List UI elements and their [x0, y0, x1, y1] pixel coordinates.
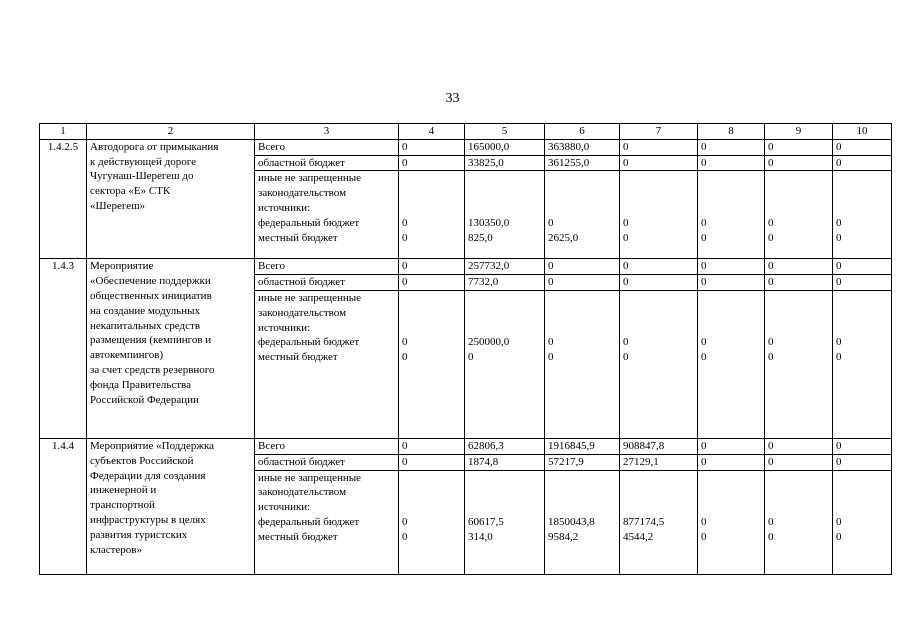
value-cell: 0: [698, 454, 765, 470]
value-cell: 0: [620, 139, 698, 155]
value-line: [836, 201, 888, 216]
item-name-line: «Обеспечение поддержки: [90, 275, 211, 288]
value-line: 0: [623, 216, 629, 229]
table-row: [40, 259, 892, 275]
value-line: [701, 471, 761, 486]
value-line: 0: [836, 231, 842, 244]
value-line: [402, 500, 461, 515]
column-header: 7: [620, 124, 698, 140]
value-cell: [465, 171, 545, 259]
value-line: [402, 201, 461, 216]
item-name-line: сектора «Е» СТК: [90, 185, 171, 198]
value-line: 0: [836, 515, 842, 528]
value-cell: [620, 470, 698, 574]
item-name-line: кластеров»: [90, 543, 142, 556]
other-sources-line: иные не запрещенные: [258, 291, 362, 304]
value-cell: [545, 171, 620, 259]
value-cell: 0: [620, 275, 698, 291]
funding-source-label: Всего: [255, 259, 399, 275]
value-line: [836, 291, 888, 306]
funding-source-label: областной бюджет: [255, 275, 399, 291]
other-sources-line: законодательством: [258, 187, 347, 200]
value-line: [701, 291, 761, 306]
funding-source-label: Всего: [255, 139, 399, 155]
value-line: 0: [768, 216, 774, 229]
value-line: 130350,0: [468, 216, 510, 229]
value-line: 0: [701, 351, 707, 364]
value-line: [623, 201, 694, 216]
value-cell: 33825,0: [465, 155, 545, 171]
value-cell: 0: [833, 155, 892, 171]
value-cell: 361255,0: [545, 155, 620, 171]
value-line: [468, 291, 541, 306]
column-header: 6: [545, 124, 620, 140]
value-line: [836, 306, 888, 321]
column-header: 4: [399, 124, 465, 140]
item-name-line: некапитальных средств: [90, 319, 201, 332]
value-line: [402, 291, 461, 306]
value-line: 0: [623, 336, 629, 349]
value-line: 0: [768, 351, 774, 364]
value-line: [468, 485, 541, 500]
value-line: 0: [623, 231, 629, 244]
value-line: 0: [402, 336, 408, 349]
value-line: [768, 306, 829, 321]
value-line: [836, 186, 888, 201]
value-cell: 0: [399, 155, 465, 171]
other-sources-line: местный бюджет: [258, 351, 338, 364]
value-line: [836, 485, 888, 500]
value-line: 0: [768, 515, 774, 528]
item-name-line: Чугунаш-Шерегеш до: [90, 170, 194, 183]
value-cell: [620, 290, 698, 438]
value-cell: 0: [399, 259, 465, 275]
value-cell: [698, 470, 765, 574]
other-sources-label: [255, 470, 399, 574]
value-cell: 0: [765, 259, 833, 275]
value-cell: 0: [833, 139, 892, 155]
value-line: 0: [402, 216, 408, 229]
value-line: 0: [701, 515, 707, 528]
value-line: 0: [836, 216, 842, 229]
value-line: [468, 186, 541, 201]
value-cell: 0: [399, 139, 465, 155]
item-number: 1.4.4: [40, 438, 87, 574]
value-line: [402, 186, 461, 201]
other-sources-line: федеральный бюджет: [258, 216, 360, 229]
value-line: 0: [623, 351, 629, 364]
value-line: [836, 321, 888, 336]
budget-table: [39, 123, 892, 575]
column-header: 1: [40, 124, 87, 140]
value-cell: 0: [698, 438, 765, 454]
value-line: [701, 306, 761, 321]
value-line: [468, 321, 541, 336]
value-cell: 7732,0: [465, 275, 545, 291]
item-name-line: субъектов Российской: [90, 454, 194, 467]
value-cell: [833, 290, 892, 438]
value-cell: 0: [698, 275, 765, 291]
value-line: [768, 485, 829, 500]
value-cell: 0: [833, 454, 892, 470]
value-line: [548, 186, 616, 201]
value-cell: 1916845,9: [545, 438, 620, 454]
item-name-line: Автодорога от примыкания: [90, 140, 219, 153]
value-cell: 0: [399, 454, 465, 470]
value-line: [468, 500, 541, 515]
other-sources-line: источники:: [258, 201, 311, 214]
value-line: [548, 471, 616, 486]
value-line: [623, 306, 694, 321]
value-line: 0: [768, 336, 774, 349]
value-line: [548, 291, 616, 306]
other-sources-line: федеральный бюджет: [258, 515, 360, 528]
value-cell: [399, 290, 465, 438]
value-cell: 0: [833, 438, 892, 454]
value-line: [468, 471, 541, 486]
value-line: 0: [468, 351, 474, 364]
value-line: 9584,2: [548, 530, 579, 543]
value-cell: [545, 290, 620, 438]
value-line: 0: [836, 351, 842, 364]
value-line: [768, 321, 829, 336]
value-line: 2625,0: [548, 231, 579, 244]
item-name-line: на создание модульных: [90, 304, 200, 317]
value-line: [623, 186, 694, 201]
value-line: 250000,0: [468, 336, 510, 349]
value-line: [468, 306, 541, 321]
value-cell: [833, 470, 892, 574]
column-header: 2: [87, 124, 255, 140]
value-cell: [698, 290, 765, 438]
other-sources-line: иные не запрещенные: [258, 471, 362, 484]
value-line: [701, 171, 761, 186]
value-line: [768, 201, 829, 216]
header-row: [40, 124, 892, 140]
value-line: [548, 500, 616, 515]
value-line: [701, 201, 761, 216]
item-name: [87, 259, 255, 439]
value-line: 0: [701, 530, 707, 543]
value-line: [548, 321, 616, 336]
funding-source-label: областной бюджет: [255, 155, 399, 171]
value-cell: 165000,0: [465, 139, 545, 155]
value-cell: 0: [620, 155, 698, 171]
value-cell: 0: [399, 275, 465, 291]
funding-source-label: Всего: [255, 438, 399, 454]
value-line: 0: [402, 530, 408, 543]
item-name-line: автокемпингов): [90, 349, 164, 362]
value-cell: [620, 171, 698, 259]
item-name-line: инженерной и: [90, 484, 157, 497]
value-line: [548, 201, 616, 216]
value-line: 0: [836, 530, 842, 543]
value-line: [623, 291, 694, 306]
table-row: [40, 139, 892, 155]
value-line: [623, 471, 694, 486]
value-cell: 0: [698, 139, 765, 155]
item-name-line: транспортной: [90, 499, 155, 512]
value-cell: [399, 470, 465, 574]
value-cell: 0: [765, 155, 833, 171]
value-line: 314,0: [468, 530, 493, 543]
value-cell: 257732,0: [465, 259, 545, 275]
value-line: 0: [836, 336, 842, 349]
value-line: [548, 306, 616, 321]
value-line: [402, 321, 461, 336]
value-line: 877174,5: [623, 515, 665, 528]
other-sources-line: источники:: [258, 501, 311, 514]
table-row: [40, 438, 892, 454]
value-line: [468, 201, 541, 216]
value-line: 4544,2: [623, 530, 654, 543]
funding-source-label: областной бюджет: [255, 454, 399, 470]
other-sources-line: законодательством: [258, 306, 347, 319]
item-name-line: «Шерегеш»: [90, 199, 146, 212]
other-sources-label: [255, 290, 399, 438]
value-cell: 0: [698, 259, 765, 275]
other-sources-line: федеральный бюджет: [258, 336, 360, 349]
value-cell: 0: [545, 259, 620, 275]
value-cell: 0: [545, 275, 620, 291]
other-sources-line: местный бюджет: [258, 231, 338, 244]
other-sources-line: источники:: [258, 321, 311, 334]
item-name-line: размещения (кемпингов и: [90, 334, 212, 347]
item-name: [87, 139, 255, 259]
value-line: 60617,5: [468, 515, 504, 528]
value-cell: 0: [698, 155, 765, 171]
value-cell: [698, 171, 765, 259]
value-line: 825,0: [468, 231, 493, 244]
value-line: 1850043,8: [548, 515, 595, 528]
value-line: [623, 321, 694, 336]
value-line: 0: [548, 351, 554, 364]
value-line: 0: [701, 216, 707, 229]
item-name-line: Мероприятие: [90, 260, 154, 273]
value-line: [623, 500, 694, 515]
item-name-line: фонда Правительства: [90, 378, 191, 391]
value-cell: 1874,8: [465, 454, 545, 470]
item-number: 1.4.3: [40, 259, 87, 439]
value-cell: [765, 171, 833, 259]
other-sources-label: [255, 171, 399, 259]
other-sources-line: законодательством: [258, 486, 347, 499]
value-cell: 57217,9: [545, 454, 620, 470]
value-cell: 363880,0: [545, 139, 620, 155]
value-line: [701, 500, 761, 515]
column-header: 10: [833, 124, 892, 140]
item-name-line: за счет средств резервного: [90, 363, 215, 376]
value-line: [768, 186, 829, 201]
value-cell: [399, 171, 465, 259]
value-line: [468, 171, 541, 186]
item-name-line: общественных инициатив: [90, 289, 212, 302]
value-line: [836, 171, 888, 186]
value-line: 0: [548, 336, 554, 349]
value-cell: 27129,1: [620, 454, 698, 470]
item-name-line: Федерации для создания: [90, 469, 206, 482]
value-line: [768, 291, 829, 306]
value-line: [768, 500, 829, 515]
value-line: [402, 306, 461, 321]
value-line: 0: [701, 231, 707, 244]
value-cell: [465, 290, 545, 438]
item-name: [87, 438, 255, 574]
value-line: 0: [768, 530, 774, 543]
value-line: 0: [548, 216, 554, 229]
column-header: 9: [765, 124, 833, 140]
value-line: [402, 171, 461, 186]
column-header: 8: [698, 124, 765, 140]
item-name-line: к действующей дороге: [90, 155, 197, 168]
other-sources-line: местный бюджет: [258, 530, 338, 543]
value-line: [402, 485, 461, 500]
value-line: [701, 186, 761, 201]
column-header: 3: [255, 124, 399, 140]
value-line: [836, 500, 888, 515]
value-cell: 0: [620, 259, 698, 275]
value-cell: [465, 470, 545, 574]
value-line: [623, 485, 694, 500]
value-line: [836, 471, 888, 486]
value-cell: 0: [765, 454, 833, 470]
value-line: 0: [701, 336, 707, 349]
value-line: 0: [402, 351, 408, 364]
value-line: [623, 171, 694, 186]
item-name-line: Мероприятие «Поддержка: [90, 439, 215, 452]
value-line: [701, 485, 761, 500]
value-line: [402, 471, 461, 486]
value-cell: 62806,3: [465, 438, 545, 454]
value-cell: [765, 290, 833, 438]
value-line: [701, 321, 761, 336]
value-line: [548, 485, 616, 500]
value-cell: 0: [765, 275, 833, 291]
value-line: [548, 171, 616, 186]
value-line: 0: [402, 515, 408, 528]
value-cell: 0: [833, 259, 892, 275]
item-name-line: Российской Федерации: [90, 393, 199, 406]
column-header: 5: [465, 124, 545, 140]
other-sources-line: иные не запрещенные: [258, 172, 362, 185]
page-number: 33: [445, 91, 460, 106]
value-cell: [765, 470, 833, 574]
item-name-line: инфраструктуры в целях: [90, 513, 206, 526]
value-cell: 0: [833, 275, 892, 291]
value-cell: [833, 171, 892, 259]
value-cell: 908847,8: [620, 438, 698, 454]
value-cell: [545, 470, 620, 574]
item-number: 1.4.2.5: [40, 139, 87, 259]
value-line: [768, 471, 829, 486]
value-cell: 0: [765, 438, 833, 454]
value-line: 0: [402, 231, 408, 244]
value-cell: 0: [765, 139, 833, 155]
value-cell: 0: [399, 438, 465, 454]
value-line: [768, 171, 829, 186]
item-name-line: развития туристских: [90, 528, 188, 541]
value-line: 0: [768, 231, 774, 244]
